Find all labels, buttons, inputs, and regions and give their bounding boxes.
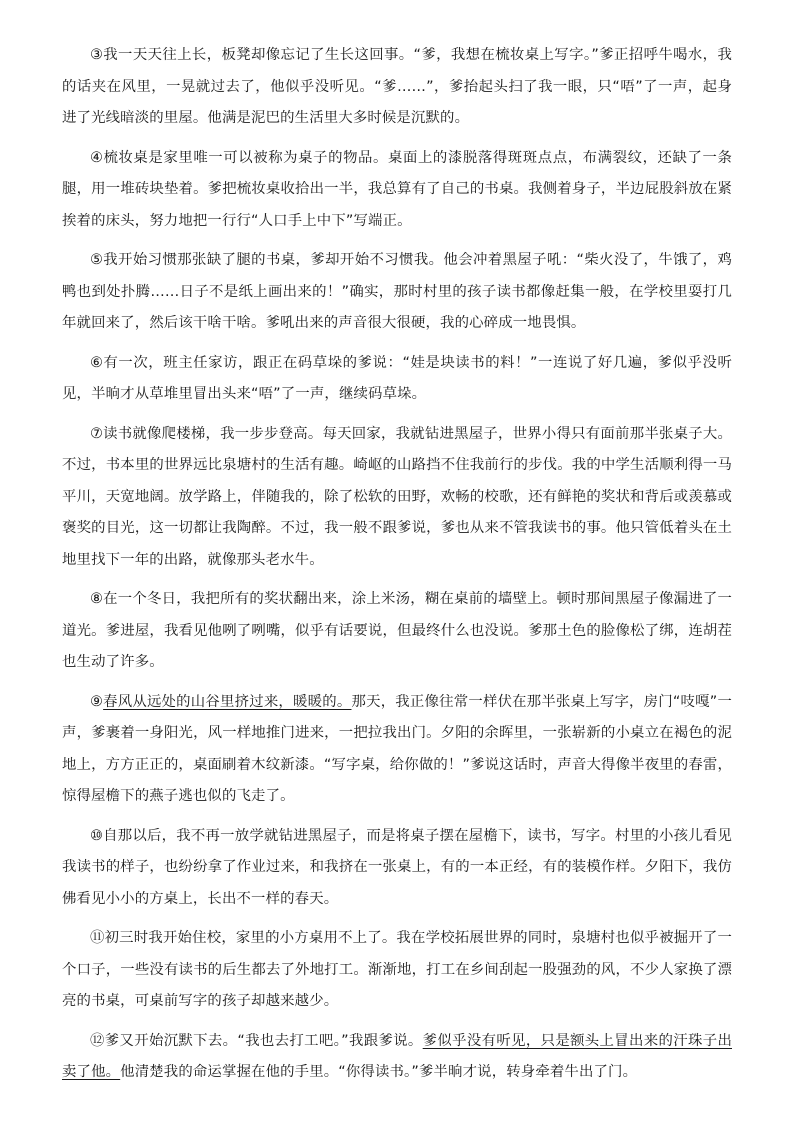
- paragraph-10: ⑩自那以后，我不再一放学就钻进黑屋子，而是将桌子摆在屋檐下，读书，写字。村里的小孩儿看见我读书的样子，也纷纷拿了作业过来，和我挤在一张桌上，有的一本正经，有的装模作样。夕阳下，我仿佛看见小小的方桌上，长出不一样的春天。: [62, 827, 732, 907]
- paragraph-8: ⑧在一个冬日，我把所有的奖状翻出来，涂上米汤，糊在桌前的墙壁上。顿时那间黑屋子像漏进了一道光。爹进屋，我看见他咧了咧嘴，似乎有话要说，但最终什么也没说。爹那土色的脸像松了绑，连胡茬也生动了许多。: [62, 591, 732, 670]
- paragraph-7: ⑦读书就像爬楼梯，我一步步登高。每天回家，我就钻进黑屋子，世界小得只有面前那半张桌子大。不过，书本里的世界远比泉塘村的生活有趣。崎岖的山路挡不住我前行的步伐。我的中学生活顺利得一马平川，天宽地阔。放学路上，伴随我的，除了松软的田野，欢畅的校歌，还有鲜艳的奖状和背后或羡慕或褒奖的目光，这一切都让我陶醉。不过，我一般不跟爹说，爹也从来不管我读书的事。他只管低着头在土地里找下一年的出路，就像那头老水牛。: [62, 425, 732, 568]
- paragraph-4: ④梳妆桌是家里唯一可以被称为桌子的物品。桌面上的漆脱落得斑斑点点，布满裂纹，还缺了一条腿，用一堆砖块垫着。爹把梳妆桌收拾出一半，我总算有了自己的书桌。我侧着身子，半边屁股斜放在紧挨着的床头，努力地把一行行“人口手上中下”写端正。: [62, 149, 732, 229]
- paragraph-9: ⑨春风从远处的山谷里挤过来，暖暖的。那天，我正像往常一样伏在那半张桌上写字，房门“吱嘎”一声，爹裹着一身阳光，风一样地推门进来，一把拉我出门。夕阳的余晖里，一张崭新的小桌立在褐色的泥地上，方方正正的，桌面刷着木纹新漆。“写字桌，给你做的！”爹说这话时，声音大得像半夜里的春雷，惊得屋檐下的燕子逃也似的飞走了。: [62, 693, 732, 804]
- paragraph-3: ③我一天天往上长，板凳却像忘记了生长这回事。“爹，我想在梳妆桌上写字。”爹正招呼牛喝水，我的话夹在风里，一晃就过去了，他似乎没听见。“爹……”，爹抬起头扫了我一眼，只“唔”了一声，起身进了光线暗淡的里屋。他满是泥巴的生活里大多时候是沉默的。: [62, 47, 732, 126]
- paragraph-5: ⑤我开始习惯那张缺了腿的书桌，爹却开始不习惯我。他会冲着黑屋子吼：“柴火没了，牛饿了，鸡鸭也到处扑腾……日子不是纸上画出来的！”确实，那时村里的孩子读书都像赶集一般，在学校里耍打几年就回来了，然后该干啥干啥。爹吼出来的声音很大很硬，我的心碎成一地畏惧。: [62, 252, 732, 331]
- underlined-sentence: 春风从远处的山谷里挤过来，暖暖的。: [103, 693, 352, 710]
- paragraph-12: ⑫爹又开始沉默下去。“我也去打工吧。”我跟爹说。爹似乎没有听见，只是额头上冒出来的汗珠子出卖了他。他清楚我的命运掌握在他的手里。“你得读书。”爹半晌才说，转身牵着牛出了门。: [62, 1032, 732, 1080]
- article-body: [62, 40, 732, 1097]
- paragraph-11: ⑪初三时我开始住校，家里的小方桌用不上了。我在学校拓展世界的同时，泉塘村也似乎被掘开了一个口子，一些没有读书的后生都去了外地打工。渐渐地，打工在乡间刮起一股强劲的风，不少人家换了漂亮的书桌，可桌前写字的孩子却越来越少。: [62, 930, 732, 1009]
- underlined-sentence: 爹似乎没有听见，只是额头上冒出来的汗珠子出卖了他。: [62, 1032, 732, 1080]
- paragraph-6: ⑥有一次，班主任家访，跟正在码草垛的爹说：“娃是块读书的料！”一连说了好几遍，爹似乎没听见，半晌才从草堆里冒出头来“唔”了一声，继续码草垛。: [62, 354, 732, 402]
